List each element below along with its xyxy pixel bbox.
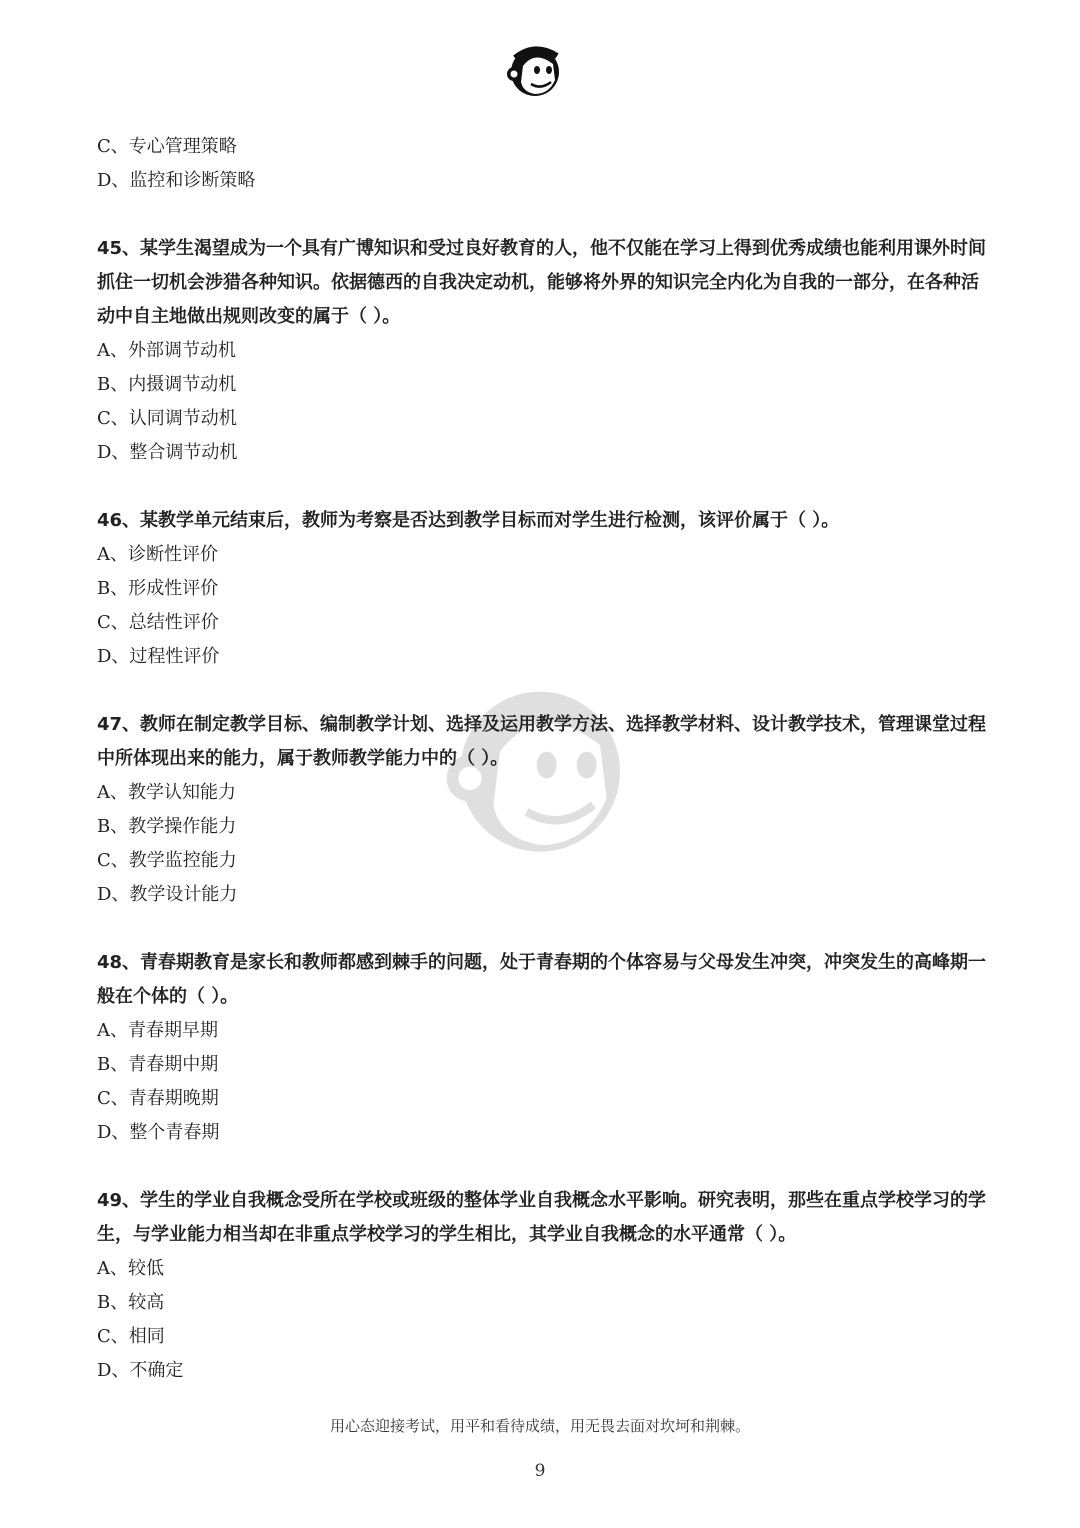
question-stem: 49、学生的学业自我概念受所在学校或班级的整体学业自我概念水平影响。研究表明，那些在重点学校学习的学生，与学业能力相当却在非重点学校学习的学生相比，其学业自我概念的水平通常（ ）。 bbox=[97, 1190, 987, 1245]
question-48 bbox=[97, 946, 987, 1150]
continued-options bbox=[97, 130, 987, 198]
option-a: A、诊断性评价 bbox=[97, 544, 218, 565]
question-stem: 48、青春期教育是家长和教师都感到棘手的问题，处于青春期的个体容易与父母发生冲突，冲突发生的高峰期一般在个体的（ ）。 bbox=[97, 952, 987, 1007]
footer-motto: 用心态迎接考试，用平和看待成绩，用无畏去面对坎坷和荆棘。 bbox=[329, 1417, 750, 1435]
option-c: C、教学监控能力 bbox=[97, 850, 237, 871]
option-d: D、教学设计能力 bbox=[97, 884, 238, 905]
page-number: 9 bbox=[534, 1461, 546, 1481]
question-stem: 45、某学生渴望成为一个具有广博知识和受过良好教育的人，他不仅能在学习上得到优秀成绩也能利用课外时间抓住一切机会涉猎各种知识。依据德西的自我决定动机，能够将外界的知识完全内化为自我的一部分，在各种活动中自主地做出规则改变的属于（ ）。 bbox=[97, 238, 987, 327]
option-d: D、过程性评价 bbox=[97, 646, 220, 667]
option-d: D、不确定 bbox=[97, 1360, 184, 1381]
option-b: B、形成性评价 bbox=[97, 578, 219, 599]
option-c: C、青春期晚期 bbox=[97, 1088, 219, 1109]
question-45 bbox=[97, 232, 987, 470]
option-b: B、青春期中期 bbox=[97, 1054, 219, 1075]
option-c: C、专心管理策略 bbox=[97, 136, 237, 157]
monkey-logo-icon bbox=[505, 40, 565, 100]
option-a: A、青春期早期 bbox=[97, 1020, 218, 1041]
question-stem: 47、教师在制定教学目标、编制教学计划、选择及运用教学方法、选择教学材料、设计教学技术，管理课堂过程中所体现出来的能力，属于教师教学能力中的（ ）。 bbox=[97, 714, 987, 769]
option-b: B、内摄调节动机 bbox=[97, 374, 237, 395]
question-list bbox=[97, 130, 987, 1388]
option-d: D、整合调节动机 bbox=[97, 442, 238, 463]
question-49 bbox=[97, 1184, 987, 1388]
option-a: A、较低 bbox=[97, 1258, 164, 1279]
option-a: A、教学认知能力 bbox=[97, 782, 236, 803]
option-c: C、相同 bbox=[97, 1326, 165, 1347]
question-47 bbox=[97, 708, 987, 912]
question-stem: 46、某教学单元结束后，教师为考察是否达到教学目标而对学生进行检测，该评价属于（ ）。 bbox=[97, 510, 840, 531]
option-c: C、总结性评价 bbox=[97, 612, 219, 633]
option-b: B、较高 bbox=[97, 1292, 165, 1313]
option-a: A、外部调节动机 bbox=[97, 340, 236, 361]
question-46 bbox=[97, 504, 987, 674]
option-b: B、教学操作能力 bbox=[97, 816, 237, 837]
option-d: D、监控和诊断策略 bbox=[97, 170, 256, 191]
option-c: C、认同调节动机 bbox=[97, 408, 237, 429]
option-d: D、整个青春期 bbox=[97, 1122, 220, 1143]
